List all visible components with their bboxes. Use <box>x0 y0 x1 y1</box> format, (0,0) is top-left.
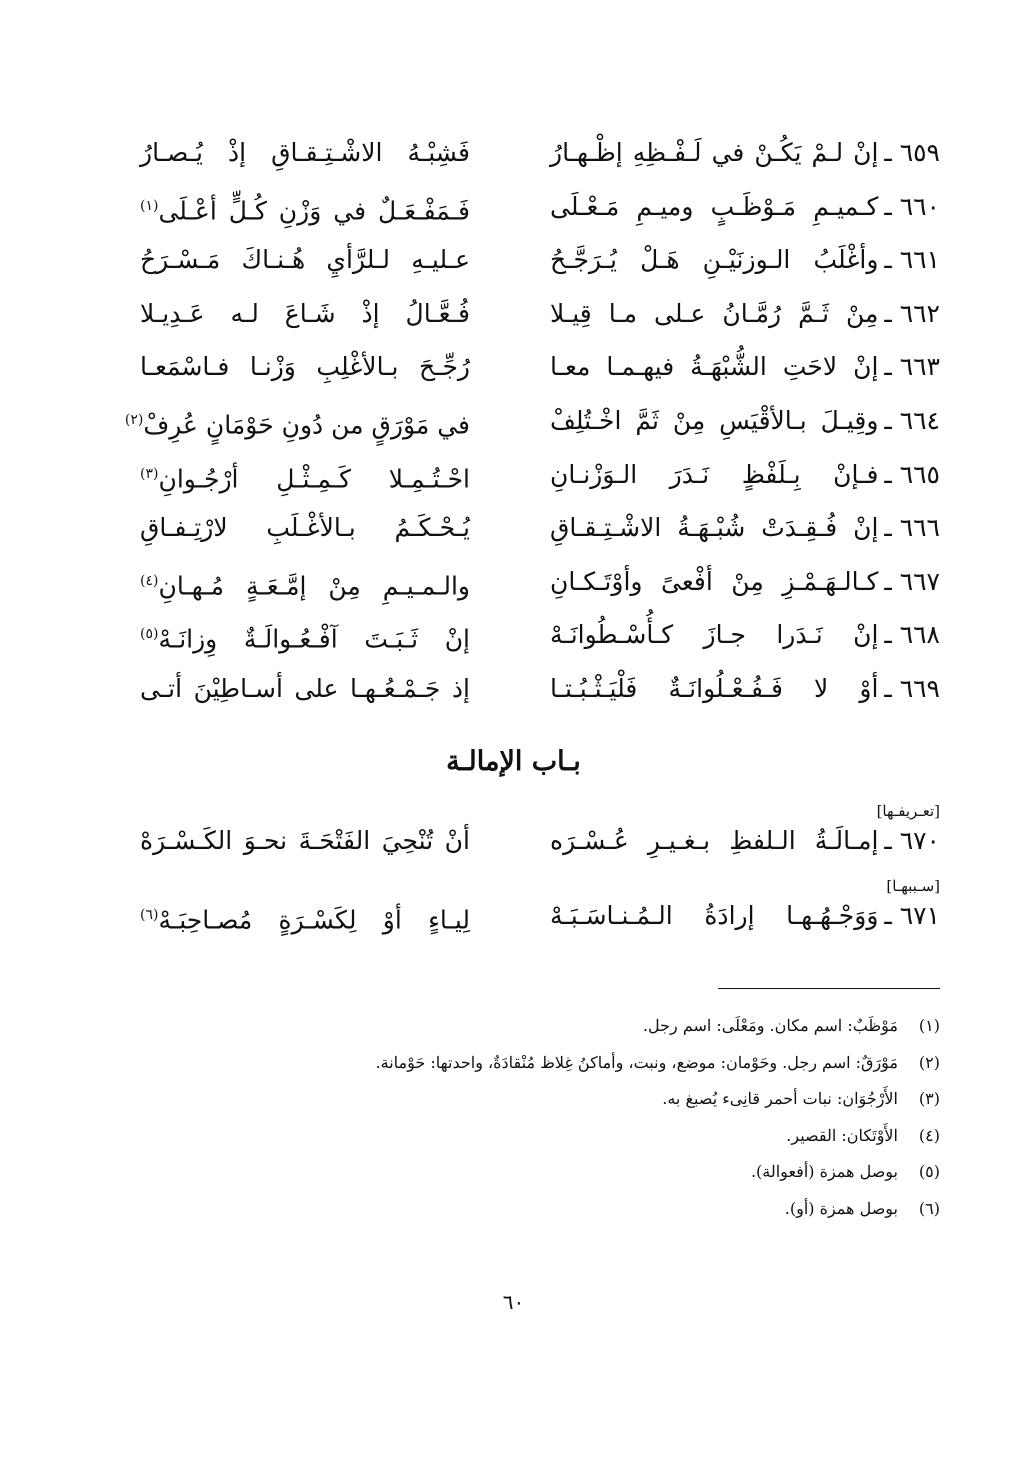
verse-number: ٦٦٧ ـ <box>884 566 940 596</box>
verse-second-hemistich: يُـحْـكَـمُ بـالأغْـلَبِ لارْتِـفـاقِ <box>140 513 470 543</box>
subsection-label: [سـببهـا] <box>886 877 940 895</box>
page-number: ٦٠ <box>502 1290 525 1314</box>
subsection-cause <box>140 875 940 945</box>
verse-second-hemistich: رُجِّـحَ بـالأغْلِبِ وَزْنـا فـاسْمَعـا <box>140 352 470 382</box>
verse-first-hemistich: ٦٦٣ ـإنْ لاحَتِ الشُّبْهَـةُ فيهـمـا معـا <box>550 340 940 393</box>
footnote-ref[interactable]: (٦) <box>140 907 159 923</box>
footnote-divider <box>718 988 940 989</box>
verse-666 <box>140 501 940 555</box>
verse-664 <box>124 394 940 448</box>
verse-number: ٦٦٥ ـ <box>884 459 940 489</box>
verse-668 <box>140 608 940 662</box>
verse-first-hemistich: ٦٦٠ ـكـميـمِ مَـوْظَـبٍ وميـمِ مَـعْـلَى <box>550 180 940 233</box>
footnote-number: (٤) <box>918 1125 940 1145</box>
footnote-number: (٣) <box>918 1089 940 1108</box>
footnote-item <box>120 1118 940 1155</box>
footnote-ref[interactable]: (٢) <box>124 411 144 428</box>
footnote-ref[interactable]: (٥) <box>140 626 159 643</box>
footnote-text: مَوْظَبٌ: اسم مكان. ومَعْلَى: اسم رجل. <box>642 1016 898 1035</box>
verse-first-hemistich: ٦٥٩ ـإنْ لـمْ يَكُـنْ في لَـفْـظِهِ إظْـهـارُ <box>550 126 940 179</box>
verse-second-hemistich: لِيـاءٍ أوْ لِكَسْـرَةٍ مُصـاحِبَـهْ$^{(٦)}$ <box>140 905 470 935</box>
verse-first-hemistich: ٦٦٦ ـإنْ فُـقِـدَتْ شُبْـهَـةُ الاشْـتِـقـاقِ <box>550 501 940 554</box>
footnote-number: (٥) <box>918 1162 940 1181</box>
verse-number: ٦٦٢ ـ <box>884 298 940 328</box>
verse-second-hemistich: فَـمَفْـعَـلٌ في وَزْنِ كُـلٍّ أعْـلَى$^{(١)}$ <box>140 195 470 225</box>
verse-second-hemistich: والـمـيـمِ مِنْ إمَّـعَـةٍ مُـهـانِ$^{(٤)}$ <box>140 571 470 601</box>
verse-number: ٦٦٤ ـ <box>884 405 940 435</box>
verse-first-hemistich: ٦٦٩ ـأوْ لا فَـفُـعْـلُوانَـةٌ فَلْيَـثْـبُـتـا <box>550 662 940 715</box>
footnote-item <box>120 1154 940 1191</box>
verse-second-hemistich: أنْ تُنْحِيَ الفَتْحَـةَ نحـوَ الكَـسْـرَهْ <box>140 826 470 855</box>
verse-661 <box>140 233 940 287</box>
verse-number: ٦٦٠ ـ <box>884 191 940 221</box>
verse-671 <box>140 889 940 943</box>
verse-list <box>124 126 940 716</box>
footnote-number: (٢) <box>918 1052 940 1072</box>
verse-first-hemistich: ٦٦٧ ـكـالـهَـمْـزِ مِنْ أفْعىً وأوْتَـكـانِ <box>550 555 940 608</box>
footnote-text: بوصل همزة (أو). <box>784 1198 898 1218</box>
footnote-ref[interactable]: (٣) <box>140 465 159 482</box>
subsection-label: [تعـريفـها] <box>876 802 940 820</box>
verse-first-hemistich: ٦٦٤ ـوقِيـلَ بـالأقْيَسِ مِنْ ثَمَّ اخْـتُلِفْ <box>550 394 940 447</box>
footnote-item <box>120 1045 940 1082</box>
verse-second-hemistich: في مَوْرَقٍ من دُونِ حَوْمَانٍ عُرِفْ$^{(٢)}$ <box>124 410 470 440</box>
verse-number: ٦٧١ ـ <box>884 901 940 930</box>
verse-second-hemistich: فَشِبْـهُ الاشْـتِـقـاقِ إذْ يُـصـارُ <box>140 138 470 167</box>
verse-first-hemistich: ٦٦١ ـوأغْلَبُ الـوزنَيْـنِ هَـلْ يُـرَجَّـحُ <box>550 233 940 286</box>
section-heading: بـاب الإمالـة <box>446 746 581 777</box>
verse-670 <box>140 814 940 868</box>
verse-second-hemistich: إنْ ثَـبَـتَ آفْـعُـوالَـةٌ وِزانَـهْ$^{(٥)}$ <box>140 624 470 654</box>
verse-first-hemistich: ٦٧٠ ـإمـالَـةُ الـلفظِ بـغـيـرِ عُـسْـرَه <box>550 814 940 867</box>
footnote-item <box>120 1008 940 1045</box>
verse-660 <box>140 180 940 234</box>
footnote-text: الأَرْجُوَان: نبات أحمر قانِىء يُصبغ به. <box>662 1089 898 1108</box>
footnote-ref[interactable]: (٤) <box>140 572 159 589</box>
verse-number: ٦٦٣ ـ <box>884 352 940 382</box>
verse-second-hemistich: احْـتُـمِـلا كَـمِـثْـلِ أرْجُـوانِ$^{(٣)}$ <box>140 463 470 493</box>
verse-first-hemistich: ٦٧١ ـوَوَجْـهُـهـا إرادَةُ الـمُـنـاسَـبَـهْ <box>550 889 940 942</box>
footnote-number: (١) <box>918 1016 940 1035</box>
verse-second-hemistich: إذ جَـمْـعُـهـا على أسـاطِيْنَ أتـى <box>140 673 470 703</box>
verse-number: ٦٥٩ ـ <box>884 138 940 167</box>
verse-662 <box>140 287 940 341</box>
subsection-definition <box>140 800 940 870</box>
verse-667 <box>140 555 940 609</box>
verse-number: ٦٦٦ ـ <box>884 513 940 543</box>
footnote-number: (٦) <box>918 1198 940 1218</box>
footnote-text: بوصل همزة (أفعوالة). <box>750 1162 898 1181</box>
verse-number: ٦٦٨ ـ <box>884 620 940 650</box>
verse-669 <box>140 662 940 716</box>
footnote-item <box>120 1081 940 1118</box>
verse-first-hemistich: ٦٦٢ ـمِنْ ثَـمَّ رُمَّـانُ عـلى مـا قِيـلا <box>550 287 940 340</box>
verse-659 <box>140 126 940 180</box>
verse-number: ٦٦٩ ـ <box>884 673 940 703</box>
verse-665 <box>140 448 940 502</box>
verse-first-hemistich: ٦٦٥ ـفـإنْ بِـلَفْظٍ نَـدَرَ الـوَزْنـانِ <box>550 448 940 501</box>
footnote-text: مَوْرَقٌ: اسم رجل. وحَوْمان: موضع، ونبت، وأماكنُ غِلاظ مُنْقادَةٌ، واحدتها: حَوْمانة. <box>375 1052 898 1072</box>
footnote-item <box>120 1191 940 1228</box>
verse-663 <box>140 340 940 394</box>
footnote-text: الأَوْتَكان: القصير. <box>786 1125 898 1145</box>
verse-first-hemistich: ٦٦٨ ـإنْ نَـدَرا جـازَ كـأُسْـطُوانَـهْ <box>550 608 940 661</box>
verse-number: ٦٧٠ ـ <box>884 826 940 855</box>
verse-number: ٦٦١ ـ <box>884 245 940 275</box>
verse-second-hemistich: فُـعَّـالُ إذْ شَـاعَ لـه عَـدِيـلا <box>140 298 470 328</box>
footnotes <box>120 1008 940 1227</box>
footnote-ref[interactable]: (١) <box>140 197 159 214</box>
verse-second-hemistich: عـليـهِ لـلرَّأيِ هُـنـاكَ مَـسْـرَحُ <box>140 245 470 275</box>
